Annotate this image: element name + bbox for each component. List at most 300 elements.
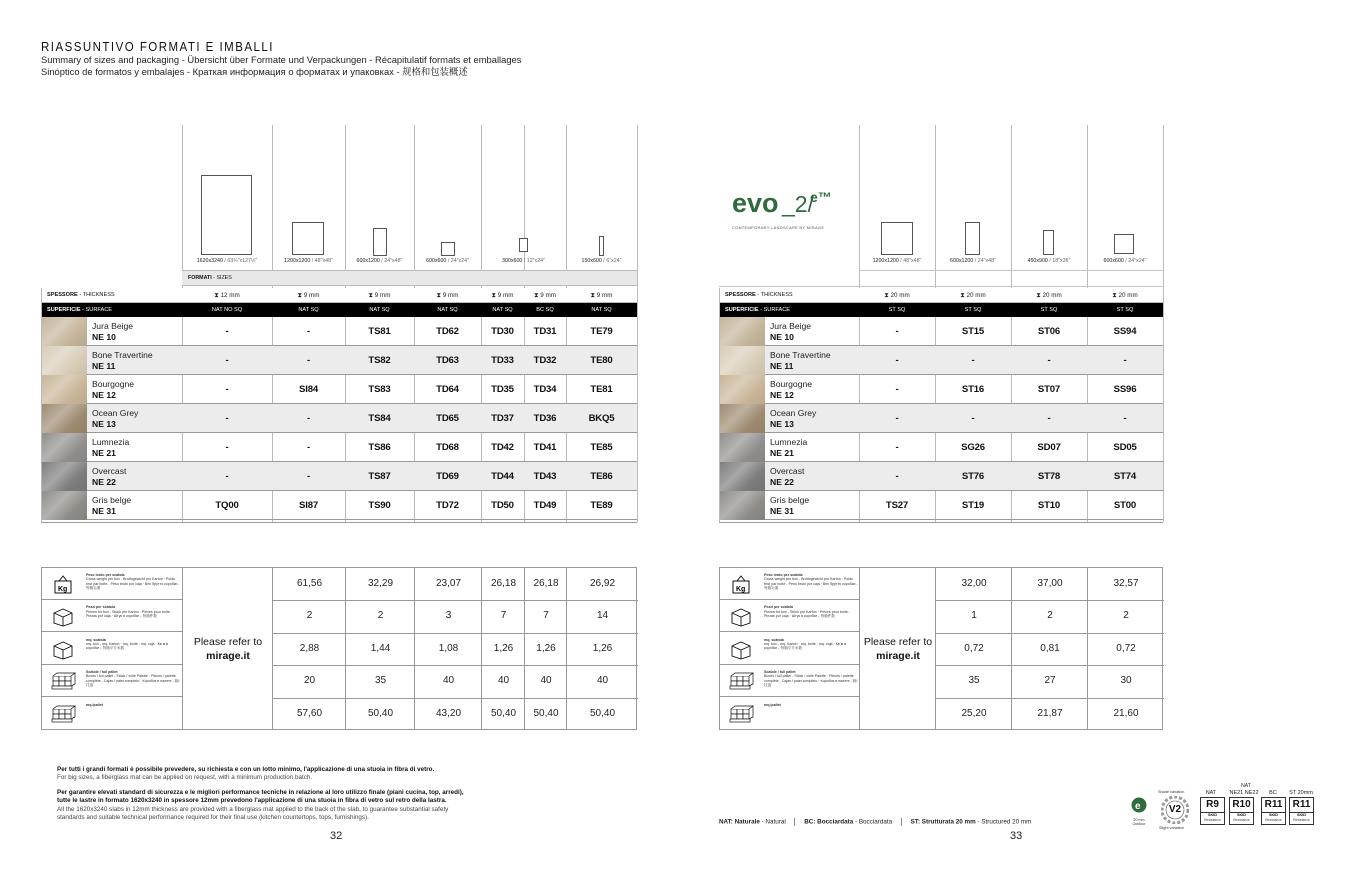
packaging-label-title: mq. scatola bbox=[764, 637, 784, 642]
grid-hline bbox=[41, 522, 637, 523]
packaging-label-lines: Boxes / full pallet - Stück / volle Palette · Pièces / palette complète - Cajas / palet completo · Коробок в палете - 箱/托盘 bbox=[86, 674, 180, 688]
product-row bbox=[719, 462, 1163, 491]
product-article-code: TD68 bbox=[436, 442, 459, 453]
packaging-value: 27 bbox=[1044, 675, 1056, 687]
packaging-value: 26,92 bbox=[589, 578, 616, 589]
format-shape-600x600 bbox=[1114, 234, 1134, 254]
format-label-150x600 bbox=[566, 258, 637, 264]
packaging-value: 40 bbox=[442, 675, 455, 687]
surface-value: NAT NO SQ bbox=[211, 307, 243, 313]
resistance-label: Resistance bbox=[1293, 818, 1310, 822]
skid-rating: R10 bbox=[1232, 799, 1251, 810]
product-article-code: TD49 bbox=[533, 500, 557, 511]
page-number-left: 32 bbox=[330, 830, 343, 842]
product-article-code: TE86 bbox=[590, 471, 613, 482]
surface-row bbox=[41, 303, 637, 317]
packaging-label bbox=[764, 605, 860, 618]
product-article-code: TD34 bbox=[533, 384, 557, 395]
page-subtitle-1: Summary of sizes and packaging - Übersicht über Formate und Verpackungen - Récapitulatif formats et emballages bbox=[41, 54, 522, 65]
skid-label: SKID bbox=[1201, 812, 1224, 818]
product-row bbox=[719, 375, 1163, 404]
format-shape-600x1200 bbox=[373, 228, 387, 256]
note-1-it: Per tutti i grandi formati è possibile prevedere, su richiesta e con un lotto minimo, l'applicazione di una stuoia in fibra di vetro. bbox=[57, 766, 435, 773]
packaging-label bbox=[764, 703, 860, 707]
product-article-code: SD05 bbox=[1113, 442, 1137, 453]
product-code: NE 22 bbox=[92, 477, 116, 487]
format-label-300x600 bbox=[481, 258, 566, 264]
product-article-code: ST07 bbox=[1037, 384, 1061, 395]
surface-value: ST SQ bbox=[888, 307, 906, 313]
box-icon bbox=[50, 638, 76, 660]
product-article-code: TS81 bbox=[368, 326, 391, 337]
format-label-600x1200 bbox=[345, 258, 414, 264]
product-row bbox=[41, 433, 637, 462]
packaging-label-title: Pezzi per scatola bbox=[764, 605, 793, 610]
box-icon bbox=[728, 605, 754, 627]
product-code: NE 22 bbox=[770, 477, 794, 487]
product-article-code: TD65 bbox=[436, 413, 459, 424]
evo-logo bbox=[732, 188, 842, 230]
skid-resistance-badge bbox=[1200, 797, 1225, 825]
product-article-code: ST19 bbox=[961, 500, 985, 511]
product-swatch bbox=[41, 433, 87, 462]
thickness-value: ⧗ 9 mm bbox=[436, 292, 459, 299]
product-code: NE 10 bbox=[92, 332, 116, 342]
format-shape-600x1200 bbox=[965, 222, 980, 255]
format-inch: / 18"x36" bbox=[1047, 258, 1071, 264]
legend-bc-en: - Bocciardata bbox=[853, 818, 893, 826]
product-code: NE 11 bbox=[770, 361, 794, 371]
packaging-value: 50,40 bbox=[533, 707, 559, 719]
page-header bbox=[41, 40, 521, 77]
thickness-value: ⧗ 9 mm bbox=[534, 292, 556, 299]
product-article-code: BKQ5 bbox=[588, 413, 615, 424]
weight-box-icon bbox=[50, 573, 76, 595]
packaging-row bbox=[42, 698, 182, 730]
surface-legend bbox=[719, 818, 1031, 826]
packaging-row bbox=[42, 633, 182, 665]
packaging-value: 20 bbox=[303, 675, 316, 687]
evo-logo-mark bbox=[732, 188, 842, 224]
packaging-table bbox=[719, 567, 1163, 730]
surface-value: BC SQ bbox=[536, 307, 554, 313]
product-code: NE 13 bbox=[92, 419, 116, 429]
product-article-code: - bbox=[1123, 413, 1127, 424]
outdoor-label: 20 mm Outdoor bbox=[1132, 818, 1146, 826]
product-swatch bbox=[719, 491, 765, 520]
packaging-value: 14 bbox=[596, 610, 609, 622]
packaging-value: 1,44 bbox=[370, 642, 391, 654]
product-article-code: TD36 bbox=[533, 413, 557, 424]
outdoor-e-icon bbox=[1131, 797, 1147, 813]
packaging-value: 32,29 bbox=[367, 578, 394, 589]
product-article-code: TD63 bbox=[436, 355, 459, 366]
logo-e-text: e™ bbox=[810, 189, 832, 205]
packaging-value: 25,20 bbox=[961, 707, 987, 719]
product-article-code: - bbox=[307, 442, 310, 453]
skid-rating: R9 bbox=[1206, 799, 1219, 810]
product-swatch bbox=[41, 462, 87, 491]
packaging-value: 0,72 bbox=[1116, 642, 1136, 654]
packaging-value: 23,07 bbox=[435, 578, 462, 589]
surface-value: NAT SQ bbox=[591, 307, 612, 313]
packaging-value: 57,60 bbox=[296, 707, 323, 719]
outdoor-badge bbox=[1129, 797, 1149, 826]
packaging-value: 21,60 bbox=[1113, 707, 1139, 719]
product-swatch bbox=[719, 433, 765, 462]
product-swatch bbox=[719, 404, 765, 433]
format-shape-600x600 bbox=[441, 242, 455, 256]
packaging-value: 61,56 bbox=[296, 578, 323, 589]
refer-text: Please refer to bbox=[193, 636, 263, 648]
surface-label bbox=[725, 303, 790, 317]
product-code: NE 31 bbox=[770, 506, 794, 516]
product-name: Overcast bbox=[92, 466, 127, 476]
logo-2e-text: _2/ bbox=[782, 191, 814, 217]
thickness-value: ⧗ 9 mm bbox=[297, 292, 320, 299]
packaging-value: 35 bbox=[374, 675, 387, 687]
product-article-code: TD43 bbox=[533, 471, 557, 482]
product-code: NE 12 bbox=[92, 390, 116, 400]
thickness-value: ⧗ 9 mm bbox=[368, 292, 391, 299]
packaging-value: 32,00 bbox=[961, 578, 987, 589]
product-article-code: SG26 bbox=[961, 442, 985, 453]
product-row bbox=[41, 375, 637, 404]
product-article-code: - bbox=[1047, 355, 1051, 366]
skid-resistance-badge bbox=[1289, 797, 1314, 825]
grid-hline bbox=[719, 286, 1163, 287]
product-article-code: TD35 bbox=[491, 384, 514, 395]
footnotes bbox=[57, 766, 537, 822]
grid-vline bbox=[41, 288, 42, 522]
product-article-code: TE81 bbox=[590, 384, 613, 395]
legend-bc: BC: Bocciardata bbox=[804, 818, 854, 826]
grid-hline bbox=[719, 522, 1163, 523]
nat-top-label: NAT bbox=[1241, 783, 1251, 789]
surface-row bbox=[719, 303, 1163, 317]
packaging-label bbox=[764, 638, 860, 651]
packaging-value: 2,88 bbox=[299, 642, 320, 654]
product-article-code: TD37 bbox=[491, 413, 514, 424]
packaging-value: 0,72 bbox=[964, 642, 984, 654]
packaging-label-lines: mq. box - mq. Karton · mq. boîte - mq. caja · Кв.м в коробке - 每箱平方米数 bbox=[764, 642, 847, 651]
packaging-label bbox=[86, 703, 182, 707]
product-article-code: TD42 bbox=[491, 442, 514, 453]
packaging-label-lines: Gross weight per box - Bruttogewicht pro Karton · Poids brut par boîte - Peso bruto por caja · Вес брутто коробки - 每箱毛重 bbox=[764, 577, 858, 590]
product-swatch bbox=[41, 404, 87, 433]
thickness-label-en: - THICKNESS bbox=[755, 292, 793, 298]
svg-text:e: e bbox=[1135, 801, 1141, 812]
v2-badge bbox=[1161, 796, 1189, 824]
box-icon bbox=[728, 638, 754, 660]
packaging-value: 3 bbox=[445, 610, 452, 622]
v2-text: V2 bbox=[1168, 804, 1182, 815]
ne-label: NE21 NE22 bbox=[1229, 790, 1259, 796]
surface-value: ST SQ bbox=[964, 307, 982, 313]
packaging-label-title: Scatole / full pallet bbox=[86, 670, 118, 675]
grid-vline bbox=[1163, 125, 1164, 522]
packaging-label-title: Scatole / full pallet bbox=[764, 670, 796, 675]
note-2-en-1: All the 1620x3240 slabs in 12mm thickness are provided with a fiberglass mat applied to the back of the slab, to guarantee substantial safety bbox=[57, 805, 449, 813]
packaging-value: 40 bbox=[497, 675, 510, 687]
format-shape-450x900 bbox=[1043, 230, 1054, 255]
shade-variation-label: Shade variation bbox=[1158, 790, 1185, 794]
packaging-label bbox=[86, 670, 182, 687]
format-size: 1200x1200 bbox=[872, 258, 899, 264]
grid-vline bbox=[719, 288, 720, 522]
sizes-label: FORMATI bbox=[188, 275, 212, 281]
product-article-code: TE80 bbox=[590, 355, 613, 366]
packaging-value: 50,40 bbox=[589, 707, 616, 719]
product-code: NE 11 bbox=[92, 361, 116, 371]
product-name: Ocean Grey bbox=[770, 408, 817, 418]
legend-st-en: - Structured 20 mm bbox=[975, 818, 1032, 826]
format-inch: / 63¾"x127½" bbox=[222, 258, 258, 264]
format-label-450x900 bbox=[1011, 258, 1087, 264]
thickness-label-en: - THICKNESS bbox=[77, 292, 115, 298]
product-article-code: ST76 bbox=[961, 471, 985, 482]
format-shape-1200x1200 bbox=[881, 222, 913, 255]
refer-to-mirage bbox=[183, 635, 273, 663]
refer-text: Please refer to bbox=[863, 636, 933, 648]
bc-label: BC bbox=[1269, 790, 1277, 796]
product-code: NE 31 bbox=[92, 506, 116, 516]
grid-hline bbox=[859, 270, 1163, 271]
refer-link: mirage.it bbox=[206, 650, 250, 662]
product-swatch bbox=[41, 491, 87, 520]
product-name: Gris belge bbox=[770, 495, 810, 505]
packaging-label-title: mq./pallet bbox=[86, 702, 103, 707]
packaging-label-title: Pezzi per scatola bbox=[86, 605, 115, 610]
format-label-600x600 bbox=[414, 258, 481, 264]
packaging-value: 7 bbox=[500, 610, 507, 622]
product-article-code: TE89 bbox=[590, 500, 613, 511]
product-article-code: TE79 bbox=[590, 326, 613, 337]
product-name: Bourgogne bbox=[770, 379, 813, 389]
product-article-code: TQ00 bbox=[215, 500, 239, 511]
thickness-label-it: SPESSORE bbox=[47, 292, 78, 298]
product-article-code: TS87 bbox=[368, 471, 391, 482]
note-2-en-2: standards and suitable technical performance required for their final use (kitchen countertops, tops, furnishings). bbox=[57, 814, 369, 822]
surface-label-en: - SURFACE bbox=[758, 307, 790, 313]
product-swatch bbox=[719, 317, 765, 346]
packaging-table bbox=[41, 567, 637, 730]
product-article-code: TS90 bbox=[368, 500, 391, 511]
format-label-600x600 bbox=[1087, 258, 1163, 264]
packaging-label-title: mq./pallet bbox=[764, 702, 781, 707]
product-row bbox=[41, 491, 637, 520]
surface-label-en: - SURFACE bbox=[80, 307, 112, 313]
product-row bbox=[719, 433, 1163, 462]
product-article-code: TD33 bbox=[491, 355, 514, 366]
format-size: 1620x3240 bbox=[196, 258, 223, 264]
packaging-row bbox=[720, 665, 859, 697]
format-inch: / 24"x24" bbox=[1123, 258, 1147, 264]
product-article-code: - bbox=[307, 471, 310, 482]
packaging-label bbox=[86, 573, 182, 590]
product-row bbox=[41, 404, 637, 433]
packaging-label bbox=[86, 605, 182, 618]
skid-label: SKID bbox=[1230, 812, 1253, 818]
packaging-value: 30 bbox=[1120, 675, 1132, 687]
svg-text:Kg: Kg bbox=[58, 586, 68, 593]
packaging-label bbox=[764, 670, 860, 687]
product-name: Bone Travertine bbox=[92, 350, 153, 360]
packaging-value: 2 bbox=[1123, 610, 1129, 622]
packaging-label-lines: Pieces for box - Stück pro Karton · Pièces pour boîte - Piezas por caja · Штук в коробке - 每箱件数 bbox=[86, 609, 173, 618]
product-article-code: TD72 bbox=[436, 500, 459, 511]
product-article-code: - bbox=[895, 471, 899, 482]
product-article-code: - bbox=[225, 355, 229, 366]
format-size: 600x1200 bbox=[950, 258, 974, 264]
packaging-value: 1,08 bbox=[438, 642, 459, 654]
format-inch: / 24"x48" bbox=[379, 258, 403, 264]
logo-tagline: CONTEMPORARY LANDSCAPE BY MIRAGE bbox=[732, 225, 825, 230]
thickness-row bbox=[719, 288, 1163, 303]
packaging-value: 2 bbox=[306, 610, 313, 622]
product-article-code: TD44 bbox=[491, 471, 514, 482]
format-shape-150x600 bbox=[599, 236, 604, 256]
resistance-label: Resistance bbox=[1265, 818, 1282, 822]
thickness-row bbox=[41, 288, 637, 303]
product-code: NE 12 bbox=[770, 390, 794, 400]
product-article-code: - bbox=[225, 413, 229, 424]
skid-label: SKID bbox=[1262, 812, 1285, 818]
product-article-code: ST74 bbox=[1113, 471, 1137, 482]
product-swatch bbox=[719, 346, 765, 375]
product-article-code: TD64 bbox=[436, 384, 459, 395]
product-name: Jura Beige bbox=[770, 321, 812, 331]
surface-label-it: SUPERFICIE bbox=[47, 307, 81, 313]
product-article-code: SD07 bbox=[1037, 442, 1061, 453]
product-article-code: - bbox=[225, 384, 229, 395]
product-article-code: - bbox=[895, 413, 899, 424]
sizes-row bbox=[182, 270, 637, 286]
pallet-icon bbox=[728, 703, 754, 725]
product-swatch bbox=[41, 375, 87, 404]
product-article-code: - bbox=[895, 384, 899, 395]
packaging-value: 37,00 bbox=[1037, 578, 1063, 589]
product-article-code: ST10 bbox=[1037, 500, 1061, 511]
packaging-label-title: Peso lordo per scatola bbox=[764, 573, 803, 577]
product-article-code: - bbox=[225, 442, 229, 453]
thickness-value: ⧗ 20 mm bbox=[960, 292, 986, 299]
surface-value: NAT SQ bbox=[492, 307, 513, 313]
packaging-row bbox=[720, 600, 859, 632]
pallet-icon bbox=[50, 670, 76, 692]
format-label-1200x1200 bbox=[859, 258, 935, 264]
format-inch: / 48"x48" bbox=[898, 258, 922, 264]
product-article-code: TD69 bbox=[436, 471, 459, 482]
packaging-label-lines: Gross weight per box - Bruttogewicht pro Karton · Poids brut par boîte - Peso bruto por caja · Вес брутто коробки - 每箱毛重 bbox=[86, 577, 180, 590]
thickness-value: ⧗ 9 mm bbox=[491, 292, 514, 299]
logo-evo-text: evo bbox=[732, 188, 779, 218]
packaging-value: 32,57 bbox=[1113, 578, 1139, 589]
product-article-code: - bbox=[895, 326, 899, 337]
slight-variation-label: Slight variation bbox=[1159, 826, 1184, 830]
product-swatch bbox=[719, 462, 765, 491]
product-name: Gris belge bbox=[92, 495, 132, 505]
refer-to-mirage bbox=[860, 635, 936, 663]
product-article-code: TS27 bbox=[885, 500, 909, 511]
product-name: Ocean Grey bbox=[92, 408, 139, 418]
packaging-value: 21,87 bbox=[1037, 707, 1063, 719]
format-size: 600x600 bbox=[426, 258, 447, 264]
product-name: Overcast bbox=[770, 466, 805, 476]
format-inch: / 6"x24" bbox=[601, 258, 622, 264]
surface-value: NAT SQ bbox=[369, 307, 390, 313]
refer-link: mirage.it bbox=[876, 650, 920, 662]
product-name: Jura Beige bbox=[92, 321, 134, 331]
packaging-value: 26,18 bbox=[533, 578, 559, 589]
resistance-label: Resistance bbox=[1233, 818, 1250, 822]
product-article-code: TS83 bbox=[368, 384, 391, 395]
product-article-code: ST00 bbox=[1113, 500, 1137, 511]
product-article-code: - bbox=[895, 355, 899, 366]
product-name: Lumnezia bbox=[770, 437, 808, 447]
product-row bbox=[41, 462, 637, 491]
note-2-it-1: Per garantire elevati standard di sicurezza e le migliori performance tecniche in relazione al loro utilizzo finale (piani cucina, top, arredi), bbox=[57, 788, 464, 796]
thickness-value: ⧗ 12 mm bbox=[214, 292, 240, 299]
packaging-value: 43,20 bbox=[435, 707, 462, 719]
product-code: NE 21 bbox=[770, 448, 794, 458]
surface-label-it: SUPERFICIE bbox=[725, 307, 759, 313]
pallet-icon bbox=[50, 703, 76, 725]
product-article-code: - bbox=[1047, 413, 1051, 424]
product-name: Bone Travertine bbox=[770, 350, 831, 360]
note-2-it-2: tutte le lastre in formato 1620x3240 in spessore 12mm prevedono l'applicazione di una stuoia in fibra di vetro sul retro della lastra. bbox=[57, 797, 447, 805]
product-code: NE 13 bbox=[770, 419, 794, 429]
product-article-code: TS82 bbox=[368, 355, 391, 366]
packaging-row bbox=[720, 568, 859, 600]
product-swatch bbox=[41, 317, 87, 346]
st-label: ST 20mm bbox=[1289, 790, 1313, 796]
surface-value: NAT SQ bbox=[437, 307, 458, 313]
format-inch: / 24"x24" bbox=[446, 258, 469, 264]
grid-vline bbox=[637, 125, 638, 522]
box-icon bbox=[50, 605, 76, 627]
product-article-code: - bbox=[225, 471, 229, 482]
product-article-code: TD31 bbox=[533, 326, 557, 337]
thickness-value: ⧗ 9 mm bbox=[590, 292, 613, 299]
page-number-right: 33 bbox=[1010, 830, 1023, 842]
format-inch: / 12"x24" bbox=[522, 258, 545, 264]
packaging-row bbox=[720, 698, 859, 730]
product-article-code: SS96 bbox=[1113, 384, 1137, 395]
format-label-600x1200 bbox=[935, 258, 1011, 264]
product-code: NE 10 bbox=[770, 332, 794, 342]
surface-value: NAT SQ bbox=[298, 307, 319, 313]
skid-label: SKID bbox=[1290, 812, 1313, 818]
skid-resistance-badge bbox=[1229, 797, 1254, 825]
product-row bbox=[719, 346, 1163, 375]
format-size: 300x600 bbox=[502, 258, 523, 264]
product-article-code: SI84 bbox=[299, 384, 318, 395]
product-code: NE 21 bbox=[92, 448, 116, 458]
product-row bbox=[41, 346, 637, 375]
packaging-value: 2 bbox=[1047, 610, 1053, 622]
packaging-value: 50,40 bbox=[490, 707, 517, 719]
format-size: 600x1200 bbox=[356, 258, 380, 264]
surface-value: ST SQ bbox=[1040, 307, 1058, 313]
format-size: 600x600 bbox=[1103, 258, 1124, 264]
note-1-en: For big sizes, a fiberglass mat can be applied on request, with a minimum production batch. bbox=[57, 774, 313, 782]
packaging-value: 0,81 bbox=[1040, 642, 1060, 654]
product-article-code: SS94 bbox=[1113, 326, 1137, 337]
packaging-row bbox=[42, 600, 182, 632]
product-article-code: - bbox=[971, 413, 975, 424]
pallet-icon bbox=[728, 670, 754, 692]
